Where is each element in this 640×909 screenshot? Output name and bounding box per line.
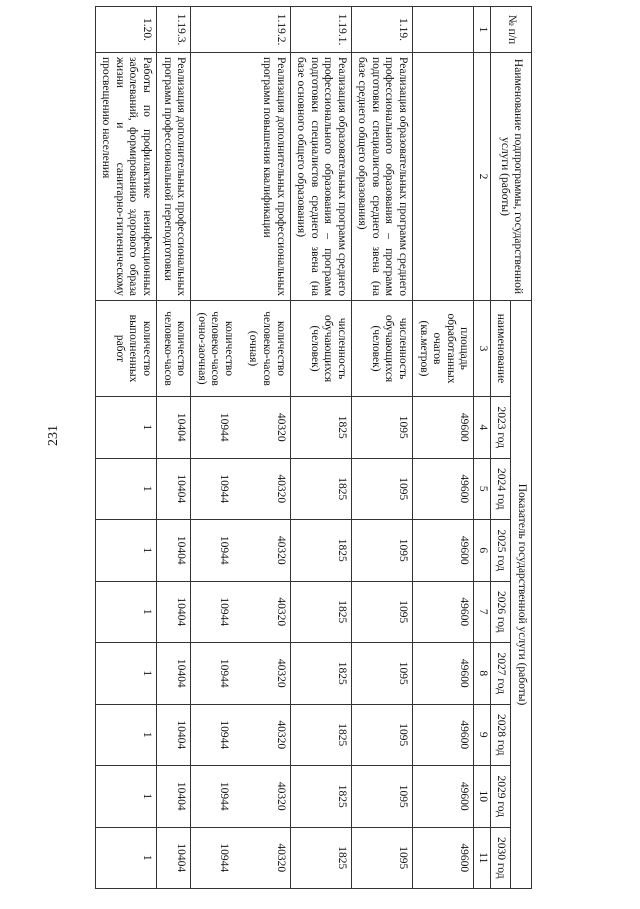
year-value-cell: 1825 xyxy=(290,458,351,520)
year-value-cell xyxy=(191,458,290,520)
year-value-cell: 49600 xyxy=(413,704,474,766)
header-year: 2023 год xyxy=(490,397,511,459)
header-year: 2024 год xyxy=(490,458,511,520)
year-value-cell: 1095 xyxy=(351,643,412,705)
year-value-cell: 1 xyxy=(95,704,156,766)
year-value-cell: 1095 xyxy=(351,827,412,889)
services-table xyxy=(95,6,532,889)
row-number: 1.20. xyxy=(95,7,156,53)
table-row xyxy=(157,7,191,889)
column-number: 9 xyxy=(474,704,491,766)
year-value-cell xyxy=(191,766,290,828)
year-value-cell: 1 xyxy=(95,643,156,705)
indicator-name-cell: площадь обработанных очагов (кв.метров) xyxy=(413,301,474,397)
year-value-cell: 49600 xyxy=(413,581,474,643)
year-value: 10944 xyxy=(218,720,230,750)
header-year: 2030 год xyxy=(490,827,511,889)
year-value-cell: 10404 xyxy=(157,827,191,889)
year-value-cell: 10404 xyxy=(157,704,191,766)
row-number: 1.19.3. xyxy=(157,7,191,53)
table-row xyxy=(413,7,474,889)
year-value: 40320 xyxy=(274,781,287,811)
year-value-cell: 49600 xyxy=(413,458,474,520)
year-value: 40320 xyxy=(274,474,287,504)
year-value: 10944 xyxy=(218,658,230,688)
column-number: 3 xyxy=(474,301,491,397)
header-indicator-name: наименование xyxy=(490,301,511,397)
year-value-cell: 49600 xyxy=(413,520,474,582)
indicator-name: количество человеко-часов (очная) xyxy=(247,311,287,386)
row-service-name: Реализация дополнительных профессиональных программ повышения квалификации xyxy=(191,53,290,301)
row-number xyxy=(413,7,474,53)
row-service-name: Реализация образовательных программ среднего профессионального образования – программ подготовки специалистов среднего звена (на базе основного общего образования) xyxy=(290,53,351,301)
year-value-cell: 49600 xyxy=(413,397,474,459)
year-value-cell: 49600 xyxy=(413,643,474,705)
year-value-cell: 1825 xyxy=(290,766,351,828)
year-value: 10944 xyxy=(218,781,230,811)
year-value-cell: 1825 xyxy=(290,704,351,766)
year-value: 40320 xyxy=(274,535,287,565)
row-number: 1.19.2. xyxy=(191,7,290,53)
year-value-cell xyxy=(191,643,290,705)
year-value-cell: 1095 xyxy=(351,458,412,520)
column-number: 11 xyxy=(474,827,491,889)
indicator-name-cell: количество выполненных работ xyxy=(95,301,156,397)
year-value-cell: 49600 xyxy=(413,827,474,889)
header-year: 2029 год xyxy=(490,766,511,828)
indicator-name-cell: численность обучающихся (человек) xyxy=(351,301,412,397)
year-value-cell: 1825 xyxy=(290,581,351,643)
year-value: 40320 xyxy=(274,597,287,627)
year-value-cell xyxy=(191,704,290,766)
year-value-cell: 1825 xyxy=(290,827,351,889)
year-value-cell: 1095 xyxy=(351,520,412,582)
year-value-cell: 1 xyxy=(95,458,156,520)
year-value: 10944 xyxy=(218,474,230,504)
year-value: 40320 xyxy=(274,720,287,750)
column-number: 7 xyxy=(474,581,491,643)
indicator-name: количество человеко-часов (очно-заочная) xyxy=(195,311,235,386)
row-number: 1.19.1. xyxy=(290,7,351,53)
year-value-cell: 49600 xyxy=(413,766,474,828)
header-name: Наименование подпрограммы, государственной услуги (работы) xyxy=(490,53,531,301)
table-row xyxy=(290,7,351,889)
year-value-cell: 10404 xyxy=(157,397,191,459)
header-year: 2025 год xyxy=(490,520,511,582)
column-number: 10 xyxy=(474,766,491,828)
year-value: 10944 xyxy=(218,597,230,627)
year-value-cell: 1825 xyxy=(290,643,351,705)
row-service-name: Работы по профилактике неинфекционных заболеваний, формированию здорового образа жизни и санитарно-гигиеническому просвещению населения xyxy=(95,53,156,301)
year-value-cell xyxy=(191,581,290,643)
rotated-table-page xyxy=(95,6,532,888)
row-service-name: Реализация дополнительных профессиональных программ профессиональной переподготовки xyxy=(157,53,191,301)
year-value-cell: 1 xyxy=(95,520,156,582)
year-value-cell: 1095 xyxy=(351,581,412,643)
column-number: 4 xyxy=(474,397,491,459)
year-value-cell xyxy=(191,827,290,889)
column-number: 1 xyxy=(474,7,491,53)
year-value-cell: 1 xyxy=(95,766,156,828)
year-value-cell xyxy=(191,397,290,459)
year-value-cell: 10404 xyxy=(157,520,191,582)
year-value: 10944 xyxy=(218,412,230,442)
year-value-cell: 1 xyxy=(95,397,156,459)
year-value-cell: 1 xyxy=(95,581,156,643)
indicator-name-cell: количество человеко-часов xyxy=(157,301,191,397)
column-number: 5 xyxy=(474,458,491,520)
page-number: 231 xyxy=(46,425,61,446)
year-value: 40320 xyxy=(274,412,287,442)
year-value-cell: 1095 xyxy=(351,397,412,459)
table-row xyxy=(191,7,290,889)
column-number: 6 xyxy=(474,520,491,582)
table-row xyxy=(95,7,156,889)
year-value: 10944 xyxy=(218,843,230,873)
column-number: 8 xyxy=(474,643,491,705)
year-value-cell: 1095 xyxy=(351,704,412,766)
header-year: 2026 год xyxy=(490,581,511,643)
header-year: 2028 год xyxy=(490,704,511,766)
year-value-cell xyxy=(191,520,290,582)
year-value: 40320 xyxy=(274,658,287,688)
year-value-cell: 10404 xyxy=(157,581,191,643)
year-value: 10944 xyxy=(218,535,230,565)
table-row xyxy=(351,7,412,889)
year-value-cell: 1825 xyxy=(290,520,351,582)
column-number: 2 xyxy=(474,53,491,301)
year-value-cell: 1 xyxy=(95,827,156,889)
year-value-cell: 10404 xyxy=(157,458,191,520)
year-value-cell: 1825 xyxy=(290,397,351,459)
row-service-name xyxy=(413,53,474,301)
indicator-name-cell xyxy=(191,301,290,397)
header-indicator-group: Показатель государственной услуги (работы) xyxy=(511,301,532,889)
indicator-name-cell: численность обучающихся (человек) xyxy=(290,301,351,397)
header-num: № п/п xyxy=(490,7,531,53)
year-value-cell: 10404 xyxy=(157,766,191,828)
year-value-cell: 1095 xyxy=(351,766,412,828)
header-year: 2027 год xyxy=(490,643,511,705)
year-value: 40320 xyxy=(274,843,287,873)
row-service-name: Реализация образовательных программ среднего профессионального образования – программ подготовки специалистов среднего звена (на базе среднего общего образования) xyxy=(351,53,412,301)
year-value-cell: 10404 xyxy=(157,643,191,705)
row-number: 1.19. xyxy=(351,7,412,53)
